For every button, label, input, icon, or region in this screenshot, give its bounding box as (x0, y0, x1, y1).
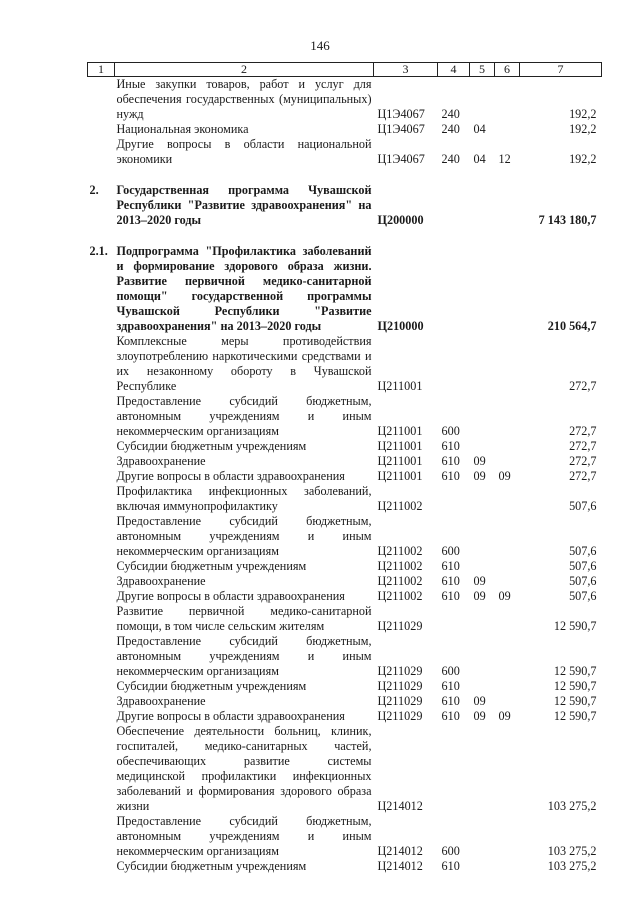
table-row (88, 77, 602, 123)
row-subsection: 09 (498, 469, 511, 483)
row-subsection (495, 484, 520, 514)
row-section: 09 (473, 469, 486, 483)
row-subsection (495, 244, 520, 334)
table-row (88, 137, 602, 167)
row-description: Другие вопросы в области национальной экономики (116, 137, 372, 166)
row-description: Предоставление субсидий бюджетным, автономным учреждениям и иным некоммерческим организациям (116, 394, 372, 438)
row-index (88, 122, 115, 137)
row-amount: 103 275,2 (547, 799, 597, 813)
row-index (88, 859, 115, 874)
table-row (88, 183, 602, 228)
row-index (88, 137, 115, 167)
row-index (88, 514, 115, 559)
row-section: 09 (473, 709, 486, 723)
table-row (88, 859, 602, 874)
row-section (470, 514, 495, 559)
row-subsection (495, 694, 520, 709)
row-description: Развитие первичной медико-санитарной помощи, в том числе сельским жителям (116, 604, 372, 633)
row-subsection (495, 859, 520, 874)
row-expense-type (438, 183, 470, 228)
row-subsection (495, 334, 520, 394)
row-subsection: 09 (498, 709, 511, 723)
row-amount: 192,2 (569, 122, 597, 136)
row-subsection (495, 183, 520, 228)
table-row (88, 559, 602, 574)
row-index (88, 334, 115, 394)
budget-table (87, 62, 602, 874)
row-subsection (495, 634, 520, 679)
row-expense-type (438, 724, 470, 814)
header-col-5: 5 (470, 63, 495, 77)
row-target-code: Ц211002 (377, 574, 423, 588)
row-subsection (495, 439, 520, 454)
row-target-code: Ц214012 (377, 859, 423, 873)
row-section (470, 484, 495, 514)
table-row (88, 814, 602, 859)
row-description: Комплексные меры противодействия злоупотреблению наркотическими средствами и их незаконному обороту в Чувашской Республике (116, 334, 372, 393)
row-index (88, 439, 115, 454)
row-subsection: 09 (498, 589, 511, 603)
row-section (470, 244, 495, 334)
row-subsection (495, 574, 520, 589)
row-section (470, 679, 495, 694)
row-spacer (88, 228, 602, 244)
row-amount: 12 590,7 (553, 679, 597, 693)
row-expense-type: 610 (441, 859, 460, 873)
row-amount: 192,2 (569, 152, 597, 166)
row-index (88, 469, 115, 484)
row-amount: 272,7 (569, 469, 597, 483)
row-description: Субсидии бюджетным учреждениям (116, 679, 307, 693)
row-expense-type: 610 (441, 469, 460, 483)
row-section: 09 (473, 694, 486, 708)
row-target-code: Ц211029 (377, 664, 423, 678)
row-expense-type: 610 (441, 589, 460, 603)
row-expense-type: 600 (441, 424, 460, 438)
row-section (470, 859, 495, 874)
row-target-code: Ц211029 (377, 694, 423, 708)
row-target-code: Ц211029 (377, 709, 423, 723)
row-section (470, 559, 495, 574)
row-subsection (495, 77, 520, 123)
row-description: Предоставление субсидий бюджетным, автономным учреждениям и иным некоммерческим организациям (116, 514, 372, 558)
table-row (88, 589, 602, 604)
row-expense-type: 240 (441, 122, 460, 136)
row-subsection: 12 (498, 152, 511, 166)
row-amount: 210 564,7 (547, 319, 597, 333)
row-description: Субсидии бюджетным учреждениям (116, 859, 307, 873)
table-row (88, 514, 602, 559)
row-amount: 507,6 (569, 559, 597, 573)
table-row (88, 244, 602, 334)
row-description: Государственная программа Чувашской Республики "Развитие здравоохранения" на 2013–2020 годы (116, 183, 372, 227)
row-description: Здравоохранение (116, 574, 206, 588)
row-amount: 12 590,7 (553, 664, 597, 678)
row-amount: 12 590,7 (553, 709, 597, 723)
header-col-3: 3 (374, 63, 438, 77)
row-target-code: Ц211029 (377, 619, 423, 633)
row-index: 2. (89, 183, 99, 197)
row-expense-type (438, 334, 470, 394)
row-index (88, 709, 115, 724)
row-index (88, 589, 115, 604)
row-subsection (495, 559, 520, 574)
row-target-code: Ц214012 (377, 799, 423, 813)
row-index (88, 724, 115, 814)
row-expense-type: 610 (441, 574, 460, 588)
row-target-code: Ц1Э4067 (377, 122, 425, 136)
row-description: Предоставление субсидий бюджетным, автономным учреждениям и иным некоммерческим организациям (116, 634, 372, 678)
row-amount: 192,2 (569, 107, 597, 121)
row-target-code: Ц211001 (377, 424, 423, 438)
row-expense-type: 240 (441, 107, 460, 121)
table-row (88, 394, 602, 439)
row-expense-type: 610 (441, 559, 460, 573)
row-expense-type: 610 (441, 679, 460, 693)
row-description: Здравоохранение (116, 694, 206, 708)
row-subsection (495, 604, 520, 634)
row-section (470, 814, 495, 859)
row-section (470, 183, 495, 228)
table-row (88, 334, 602, 394)
row-index (88, 484, 115, 514)
row-target-code: Ц211001 (377, 439, 423, 453)
row-section (470, 634, 495, 679)
row-index (88, 454, 115, 469)
row-amount: 103 275,2 (547, 844, 597, 858)
row-description: Иные закупки товаров, работ и услуг для обеспечения государственных (муниципальных) нужд (116, 77, 372, 121)
row-target-code: Ц211002 (377, 559, 423, 573)
table-row (88, 484, 602, 514)
row-subsection (495, 454, 520, 469)
row-section (470, 724, 495, 814)
row-index (88, 559, 115, 574)
row-target-code: Ц211001 (377, 469, 423, 483)
row-target-code: Ц211002 (377, 499, 423, 513)
row-amount: 507,6 (569, 499, 597, 513)
row-section (470, 604, 495, 634)
row-description: Субсидии бюджетным учреждениям (116, 559, 307, 573)
row-amount: 12 590,7 (553, 619, 597, 633)
table-row (88, 694, 602, 709)
row-index (88, 574, 115, 589)
row-section: 04 (473, 122, 486, 136)
row-expense-type: 600 (441, 544, 460, 558)
row-index (88, 634, 115, 679)
row-description: Другие вопросы в области здравоохранения (116, 589, 345, 603)
header-col-2: 2 (115, 63, 374, 77)
table-row (88, 454, 602, 469)
row-section (470, 334, 495, 394)
header-col-6: 6 (495, 63, 520, 77)
row-expense-type: 600 (441, 664, 460, 678)
row-amount: 507,6 (569, 544, 597, 558)
row-description: Здравоохранение (116, 454, 206, 468)
row-expense-type (438, 604, 470, 634)
row-target-code: Ц211001 (377, 379, 423, 393)
row-subsection (495, 394, 520, 439)
row-target-code: Ц1Э4067 (377, 107, 425, 121)
row-amount: 7 143 180,7 (538, 213, 597, 227)
row-expense-type: 610 (441, 709, 460, 723)
page-number: 146 (310, 38, 330, 53)
table-header-row (88, 63, 602, 77)
table-row (88, 679, 602, 694)
table-row (88, 709, 602, 724)
row-index (88, 694, 115, 709)
row-amount: 272,7 (569, 424, 597, 438)
table-row (88, 439, 602, 454)
row-target-code: Ц211001 (377, 454, 423, 468)
row-subsection (495, 122, 520, 137)
table-row (88, 122, 602, 137)
row-amount: 103 275,2 (547, 859, 597, 873)
row-expense-type: 610 (441, 454, 460, 468)
row-target-code: Ц214012 (377, 844, 423, 858)
row-index: 2.1. (89, 244, 108, 258)
row-index (88, 394, 115, 439)
row-target-code: Ц211002 (377, 544, 423, 558)
table-row (88, 724, 602, 814)
row-amount: 272,7 (569, 454, 597, 468)
row-description: Субсидии бюджетным учреждениям (116, 439, 307, 453)
row-amount: 507,6 (569, 589, 597, 603)
row-amount: 507,6 (569, 574, 597, 588)
row-target-code: Ц200000 (377, 213, 424, 227)
row-amount: 12 590,7 (553, 694, 597, 708)
row-expense-type (438, 484, 470, 514)
table-row (88, 469, 602, 484)
header-col-1: 1 (88, 63, 115, 77)
row-section (470, 439, 495, 454)
row-expense-type: 600 (441, 844, 460, 858)
row-subsection (495, 814, 520, 859)
row-expense-type: 610 (441, 694, 460, 708)
row-index (88, 77, 115, 123)
row-subsection (495, 724, 520, 814)
table-row (88, 574, 602, 589)
table-row (88, 604, 602, 634)
row-subsection (495, 514, 520, 559)
row-target-code: Ц211029 (377, 679, 423, 693)
row-description: Профилактика инфекционных заболеваний, включая иммунопрофилактику (116, 484, 372, 513)
row-description: Другие вопросы в области здравоохранения (116, 469, 345, 483)
row-index (88, 814, 115, 859)
row-expense-type: 240 (441, 152, 460, 166)
row-target-code: Ц211002 (377, 589, 423, 603)
row-section: 04 (473, 152, 486, 166)
row-amount: 272,7 (569, 379, 597, 393)
table-row (88, 634, 602, 679)
row-section (470, 77, 495, 123)
header-col-7: 7 (520, 63, 602, 77)
row-section: 09 (473, 589, 486, 603)
row-section: 09 (473, 574, 486, 588)
row-spacer (88, 167, 602, 183)
row-index (88, 604, 115, 634)
row-amount: 272,7 (569, 439, 597, 453)
row-description: Предоставление субсидий бюджетным, автономным учреждениям и иным некоммерческим организациям (116, 814, 372, 858)
header-col-4: 4 (438, 63, 470, 77)
row-expense-type (438, 244, 470, 334)
row-section (470, 394, 495, 439)
row-expense-type: 610 (441, 439, 460, 453)
row-target-code: Ц210000 (377, 319, 424, 333)
row-section: 09 (473, 454, 486, 468)
row-description: Обеспечение деятельности больниц, клиник, госпиталей, медико-санитарных частей, обеспечивающих развитие системы медицинской профилактики инфекционных заболеваний и формирования здорового образа жизни (116, 724, 372, 813)
row-description: Другие вопросы в области здравоохранения (116, 709, 345, 723)
row-description: Подпрограмма "Профилактика заболеваний и формирование здорового образа жизни. Развитие первичной медико-санитарной помощи" государственной программы Чувашской Республики "Развитие здравоохранения" на 2013–2020 годы (116, 244, 372, 333)
row-subsection (495, 679, 520, 694)
row-target-code: Ц1Э4067 (377, 152, 425, 166)
row-description: Национальная экономика (116, 122, 249, 136)
row-index (88, 679, 115, 694)
